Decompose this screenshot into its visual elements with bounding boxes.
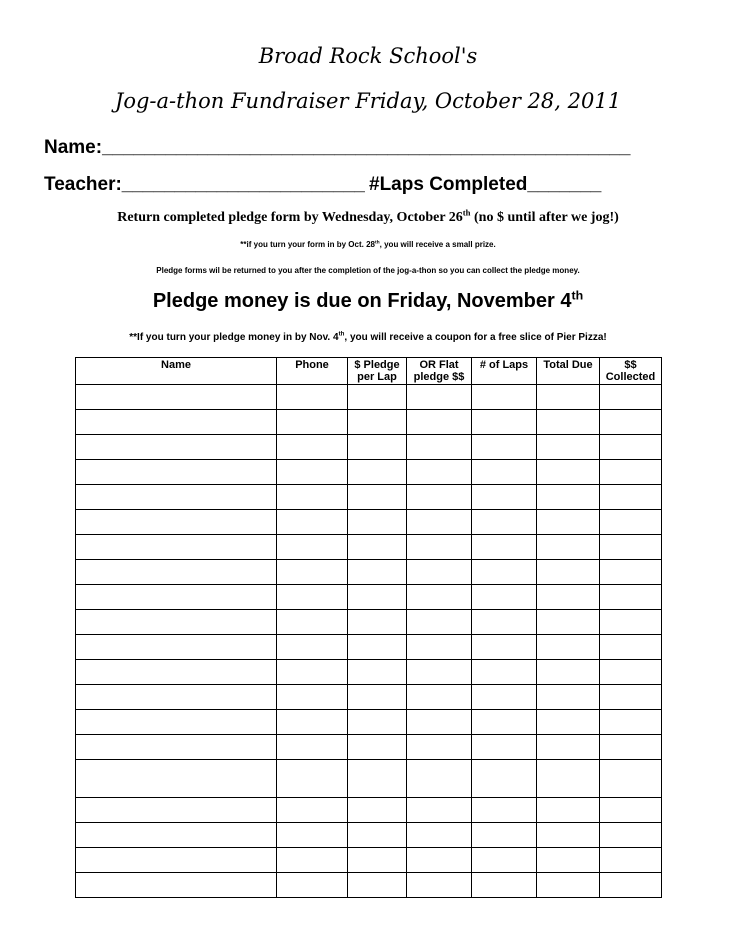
table-cell (472, 385, 537, 410)
table-cell (600, 635, 662, 660)
table-header-row (76, 358, 662, 385)
table-cell (600, 798, 662, 823)
table-row (76, 535, 662, 560)
table-cell (407, 635, 472, 660)
table-cell (277, 410, 348, 435)
table-cell (277, 485, 348, 510)
table-cell (277, 660, 348, 685)
table-cell (537, 485, 600, 510)
table-cell (407, 760, 472, 798)
table-cell (537, 660, 600, 685)
teacher-label: Teacher: (44, 174, 122, 195)
school-name: Broad Rock School's (258, 44, 478, 68)
table-cell (348, 560, 407, 585)
col-header-pledge-per-lap: $ Pledge per Lap (348, 358, 407, 385)
laps-label: #Laps Completed (369, 174, 528, 195)
table-row (76, 685, 662, 710)
table-cell (472, 535, 537, 560)
table-cell (537, 710, 600, 735)
table-cell (537, 735, 600, 760)
table-row (76, 798, 662, 823)
table-cell (600, 560, 662, 585)
table-cell (407, 410, 472, 435)
table-row (76, 848, 662, 873)
table-cell (76, 610, 277, 635)
col-header-name: Name (76, 358, 277, 385)
return-tail: (no $ until after we jog!) (470, 210, 619, 225)
table-cell (277, 460, 348, 485)
table-cell (407, 610, 472, 635)
table-cell (407, 848, 472, 873)
table-cell (537, 585, 600, 610)
table-row (76, 485, 662, 510)
coupon-sup: th (338, 330, 345, 338)
table-cell (472, 610, 537, 635)
table-cell (537, 460, 600, 485)
table-cell (600, 823, 662, 848)
table-cell (407, 535, 472, 560)
table-cell (76, 760, 277, 798)
table-cell (348, 873, 407, 898)
table-cell (348, 485, 407, 510)
table-cell (277, 823, 348, 848)
table-cell (472, 585, 537, 610)
table-cell (537, 385, 600, 410)
table-cell (277, 760, 348, 798)
prize-note (0, 240, 736, 249)
table-cell (472, 510, 537, 535)
table-cell (348, 585, 407, 610)
table-cell (348, 385, 407, 410)
pledge-table-body (76, 385, 662, 898)
return-sup: th (462, 207, 471, 218)
table-cell (407, 460, 472, 485)
table-cell (407, 823, 472, 848)
return-instruction (0, 207, 736, 226)
table-cell (600, 410, 662, 435)
table-cell (76, 385, 277, 410)
table-cell (537, 410, 600, 435)
table-cell (472, 848, 537, 873)
table-cell (407, 485, 472, 510)
table-row (76, 710, 662, 735)
table-cell (600, 660, 662, 685)
table-cell (600, 760, 662, 798)
table-cell (348, 760, 407, 798)
table-cell (600, 735, 662, 760)
table-cell (277, 510, 348, 535)
table-cell (600, 685, 662, 710)
table-cell (348, 848, 407, 873)
table-cell (472, 873, 537, 898)
table-cell (472, 435, 537, 460)
col-header-flat-pledge: OR Flat pledge $$ (407, 358, 472, 385)
table-row (76, 460, 662, 485)
due-text: Pledge money is due on Friday, November 4 (152, 290, 572, 312)
due-sup: th (571, 288, 584, 303)
table-cell (277, 735, 348, 760)
table-cell (600, 460, 662, 485)
return-text: Return completed pledge form by Wednesday, October 26 (117, 210, 463, 225)
table-cell (76, 535, 277, 560)
table-cell (600, 848, 662, 873)
laps-field (369, 174, 601, 196)
table-cell (76, 735, 277, 760)
returned-note: Pledge forms wil be returned to you after the completion of the jog-a-thon so you can collect the pledge money. (156, 266, 580, 275)
table-cell (472, 798, 537, 823)
name-blank: __________________________________________________ (102, 137, 631, 158)
table-cell (348, 410, 407, 435)
table-cell (76, 685, 277, 710)
table-cell (537, 535, 600, 560)
table-cell (472, 410, 537, 435)
table-cell (76, 485, 277, 510)
table-cell (407, 735, 472, 760)
table-cell (537, 435, 600, 460)
table-row (76, 660, 662, 685)
col-header-collected: $$ Collected (600, 358, 662, 385)
table-cell (600, 535, 662, 560)
table-cell (277, 873, 348, 898)
table-row (76, 385, 662, 410)
table-cell (600, 710, 662, 735)
table-cell (277, 685, 348, 710)
table-cell (537, 848, 600, 873)
table-row (76, 610, 662, 635)
table-cell (407, 798, 472, 823)
teacher-field (44, 174, 365, 196)
table-cell (600, 385, 662, 410)
table-cell (348, 710, 407, 735)
table-cell (76, 873, 277, 898)
table-cell (76, 585, 277, 610)
table-cell (537, 798, 600, 823)
name-field (44, 137, 630, 159)
table-cell (600, 610, 662, 635)
table-cell (407, 710, 472, 735)
table-cell (407, 585, 472, 610)
table-cell (277, 610, 348, 635)
name-label: Name: (44, 137, 103, 158)
table-cell (277, 585, 348, 610)
table-cell (277, 848, 348, 873)
table-cell (472, 560, 537, 585)
col-header-phone: Phone (277, 358, 348, 385)
table-cell (76, 410, 277, 435)
table-cell (472, 635, 537, 660)
coupon-note (0, 332, 736, 343)
table-cell (600, 510, 662, 535)
table-cell (472, 735, 537, 760)
table-cell (472, 823, 537, 848)
coupon-text: **If you turn your pledge money in by Nov. 4 (129, 332, 339, 343)
table-cell (277, 635, 348, 660)
due-heading (0, 290, 736, 313)
prize-text: **if you turn your form in by Oct. 28 (240, 240, 375, 249)
table-cell (348, 510, 407, 535)
table-cell (600, 485, 662, 510)
prize-tail: , you will receive a small prize. (379, 240, 496, 249)
table-cell (76, 710, 277, 735)
table-cell (277, 798, 348, 823)
table-cell (472, 710, 537, 735)
table-cell (277, 535, 348, 560)
teacher-blank: _______________________ (121, 174, 365, 195)
col-header-laps: # of Laps (472, 358, 537, 385)
table-row (76, 873, 662, 898)
table-cell (348, 460, 407, 485)
table-cell (348, 635, 407, 660)
table-cell (537, 635, 600, 660)
table-cell (76, 848, 277, 873)
table-cell (472, 460, 537, 485)
event-title: Jog-a-thon Fundraiser Friday, October 28, 2011 (114, 89, 622, 113)
table-cell (472, 760, 537, 798)
table-cell (472, 685, 537, 710)
table-cell (537, 685, 600, 710)
table-row (76, 635, 662, 660)
table-cell (407, 685, 472, 710)
table-cell (407, 873, 472, 898)
table-cell (76, 660, 277, 685)
table-cell (407, 385, 472, 410)
table-row (76, 585, 662, 610)
table-row (76, 760, 662, 798)
table-cell (348, 735, 407, 760)
table-cell (537, 823, 600, 848)
table-cell (537, 873, 600, 898)
table-cell (348, 823, 407, 848)
table-cell (76, 510, 277, 535)
table-cell (407, 435, 472, 460)
table-cell (76, 798, 277, 823)
table-cell (472, 660, 537, 685)
laps-blank: _______ (527, 174, 602, 195)
table-cell (277, 385, 348, 410)
table-cell (277, 710, 348, 735)
table-row (76, 735, 662, 760)
table-cell (277, 560, 348, 585)
table-cell (277, 435, 348, 460)
table-cell (348, 685, 407, 710)
table-row (76, 410, 662, 435)
table-cell (348, 798, 407, 823)
prize-sup: th (374, 240, 380, 246)
table-cell (76, 823, 277, 848)
table-cell (407, 660, 472, 685)
table-cell (537, 560, 600, 585)
table-cell (600, 435, 662, 460)
col-header-total-due: Total Due (537, 358, 600, 385)
table-row (76, 435, 662, 460)
table-cell (76, 635, 277, 660)
table-cell (407, 560, 472, 585)
table-cell (348, 610, 407, 635)
table-cell (537, 760, 600, 798)
table-cell (348, 535, 407, 560)
table-cell (600, 585, 662, 610)
table-cell (600, 873, 662, 898)
pledge-table (75, 357, 662, 898)
table-cell (76, 460, 277, 485)
table-cell (76, 435, 277, 460)
coupon-tail: , you will receive a coupon for a free slice of Pier Pizza! (344, 332, 607, 343)
table-cell (348, 660, 407, 685)
table-row (76, 510, 662, 535)
table-cell (537, 510, 600, 535)
table-cell (537, 610, 600, 635)
table-cell (348, 435, 407, 460)
table-cell (76, 560, 277, 585)
table-row (76, 560, 662, 585)
table-row (76, 823, 662, 848)
table-cell (407, 510, 472, 535)
table-cell (472, 485, 537, 510)
